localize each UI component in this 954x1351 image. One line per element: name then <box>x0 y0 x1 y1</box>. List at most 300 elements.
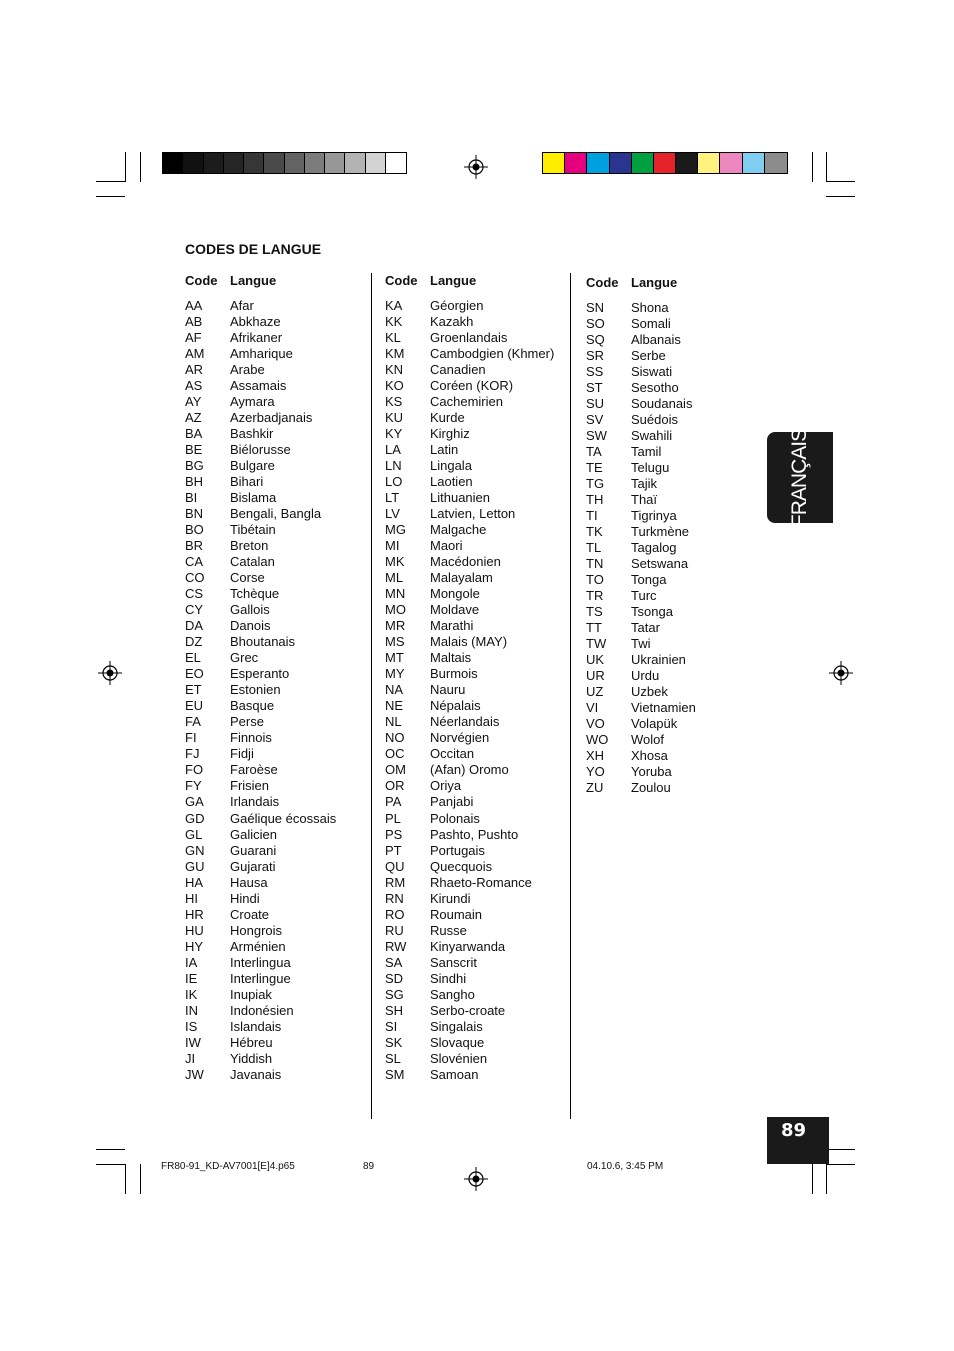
language-code: SV <box>586 412 604 428</box>
language-name: Frisien <box>230 778 270 794</box>
language-code: VI <box>586 700 599 716</box>
language-name: Interlingua <box>230 954 291 970</box>
list-item <box>385 875 565 891</box>
list-item <box>185 586 365 602</box>
list-item <box>385 746 565 762</box>
column-divider <box>371 273 372 1119</box>
language-name: Slovaque <box>430 1034 485 1050</box>
language-code: PA <box>385 794 402 810</box>
list-item <box>185 442 365 458</box>
list-item <box>586 716 756 732</box>
list-item <box>185 714 365 730</box>
language-name: Thaï <box>631 492 658 508</box>
list-item <box>185 875 365 891</box>
language-name: Hébreu <box>230 1034 273 1050</box>
language-name: Kirundi <box>430 890 471 906</box>
language-name: Javanais <box>230 1066 282 1082</box>
list-item <box>586 588 756 604</box>
language-code-list <box>185 298 365 1083</box>
crop-mark <box>826 1164 827 1194</box>
language-name: Coréen (KOR) <box>430 378 514 394</box>
list-item <box>586 316 756 332</box>
language-name: Hindi <box>230 890 260 906</box>
language-name: Rhaeto-Romance <box>430 874 532 890</box>
color-swatch <box>765 153 787 173</box>
language-code-list <box>586 300 756 796</box>
language-name: Cambodgien (Khmer) <box>430 346 555 362</box>
language-code: LN <box>385 458 402 474</box>
language-code: RO <box>385 906 405 922</box>
language-name: Interlingue <box>230 970 291 986</box>
language-code: IN <box>185 1002 198 1018</box>
language-name: Lithuanien <box>430 490 490 506</box>
language-code: EU <box>185 698 204 714</box>
list-item <box>185 410 365 426</box>
language-name: Serbe <box>631 348 666 364</box>
list-item <box>586 700 756 716</box>
language-name: Setswana <box>631 556 689 572</box>
language-name: Turc <box>631 588 657 604</box>
language-name: Ukrainien <box>631 652 686 668</box>
language-code: RM <box>385 874 406 890</box>
language-code: TW <box>586 636 607 652</box>
list-item <box>185 955 365 971</box>
language-name: Latvien, Letton <box>430 506 516 522</box>
language-name: Roumain <box>430 906 483 922</box>
language-code: SQ <box>586 332 605 348</box>
list-item <box>385 522 565 538</box>
language-name: Maori <box>430 538 463 554</box>
list-item <box>385 474 565 490</box>
language-code: OC <box>385 746 405 762</box>
crop-mark <box>812 1164 813 1194</box>
color-swatch <box>224 153 244 173</box>
list-item <box>385 762 565 778</box>
language-name: Oriya <box>430 778 462 794</box>
language-name: Abkhaze <box>230 314 281 330</box>
language-code: RW <box>385 938 407 954</box>
language-name: Gaélique écossais <box>230 810 337 826</box>
language-code: UK <box>586 652 605 668</box>
registration-mark-icon <box>829 661 853 685</box>
color-swatch <box>698 153 720 173</box>
list-item <box>385 346 565 362</box>
list-item <box>586 652 756 668</box>
list-item <box>586 668 756 684</box>
list-item <box>385 859 565 875</box>
language-name: Yiddish <box>230 1050 273 1066</box>
language-code: HY <box>185 938 204 954</box>
language-name: Basque <box>230 698 275 714</box>
list-item <box>385 458 565 474</box>
list-item <box>586 748 756 764</box>
language-name: Bulgare <box>230 458 275 474</box>
list-item <box>385 907 565 923</box>
language-name: Arménien <box>230 938 286 954</box>
language-code: ZU <box>586 780 604 796</box>
grayscale-calibration-bar <box>162 152 407 174</box>
language-name: Singalais <box>430 1018 483 1034</box>
list-item <box>385 827 565 843</box>
language-name: Bihari <box>230 474 264 490</box>
language-code: TT <box>586 620 602 636</box>
registration-mark-icon <box>464 155 488 179</box>
language-name: Mongole <box>430 586 480 602</box>
list-item <box>586 556 756 572</box>
language-name: Norvégien <box>430 730 490 746</box>
language-code: OM <box>385 762 406 778</box>
language-name: Nauru <box>430 682 466 698</box>
language-code: RN <box>385 890 404 906</box>
list-item <box>185 362 365 378</box>
language-code: FJ <box>185 746 200 762</box>
language-code: SK <box>385 1034 403 1050</box>
crop-mark <box>96 196 125 197</box>
language-name: Danois <box>230 618 271 634</box>
language-code: SG <box>385 986 404 1002</box>
registration-mark-icon <box>464 1167 488 1191</box>
language-name: Inupiak <box>230 986 272 1002</box>
list-item <box>185 618 365 634</box>
list-item <box>185 794 365 810</box>
list-item <box>185 506 365 522</box>
language-name: Quecquois <box>430 858 493 874</box>
language-code: UR <box>586 668 605 684</box>
crop-mark <box>96 1164 125 1165</box>
footer-datetime: 04.10.6, 3:45 PM <box>587 1161 664 1172</box>
list-item <box>385 682 565 698</box>
list-item <box>185 827 365 843</box>
list-item <box>385 939 565 955</box>
language-name: Kinyarwanda <box>430 938 506 954</box>
language-code: AM <box>185 346 205 362</box>
language-name: Pashto, Pushto <box>430 826 519 842</box>
list-item <box>586 396 756 412</box>
color-swatch <box>610 153 632 173</box>
list-item <box>185 1067 365 1083</box>
color-swatch <box>654 153 676 173</box>
list-item <box>185 570 365 586</box>
language-code: TR <box>586 588 604 604</box>
list-item <box>385 666 565 682</box>
list-item <box>385 730 565 746</box>
language-code: AZ <box>185 410 202 426</box>
list-item <box>385 971 565 987</box>
list-item <box>385 442 565 458</box>
footer-filename: FR80-91_KD-AV7001[E]4.p65 <box>161 1161 295 1172</box>
page-title: CODES DE LANGUE <box>185 241 322 257</box>
language-name: Burmois <box>430 666 478 682</box>
language-name: Zoulou <box>631 780 671 796</box>
language-name: Néerlandais <box>430 714 500 730</box>
language-name: Kazakh <box>430 314 474 330</box>
language-name: Lingala <box>430 458 472 474</box>
page-number: 89 <box>781 1120 807 1141</box>
list-item <box>185 682 365 698</box>
language-code: KM <box>385 346 405 362</box>
crop-mark <box>826 152 827 182</box>
language-name: Afrikaner <box>230 330 283 346</box>
language-section-tab <box>767 428 833 527</box>
language-code: FO <box>185 762 204 778</box>
language-name: Sanscrit <box>430 954 477 970</box>
language-code: EO <box>185 666 204 682</box>
language-name: Breton <box>230 538 269 554</box>
language-name: Malgache <box>430 522 487 538</box>
crop-mark <box>125 152 126 182</box>
list-item <box>185 650 365 666</box>
list-item <box>385 1019 565 1035</box>
column-header-language: Langue <box>430 273 477 288</box>
column-header-language: Langue <box>230 273 277 288</box>
language-code: TL <box>586 540 602 556</box>
language-code: PT <box>385 842 402 858</box>
language-code: NL <box>385 714 402 730</box>
color-swatch <box>543 153 565 173</box>
language-name: Laotien <box>430 474 473 490</box>
language-code: RU <box>385 922 404 938</box>
language-code-list <box>385 298 565 1083</box>
list-item <box>185 458 365 474</box>
list-item <box>185 330 365 346</box>
list-item <box>385 586 565 602</box>
language-name: Fidji <box>230 746 254 762</box>
list-item <box>586 620 756 636</box>
list-item <box>586 380 756 396</box>
language-code: MY <box>385 666 405 682</box>
language-name: Tajik <box>631 476 658 492</box>
list-item <box>586 732 756 748</box>
language-name: Népalais <box>430 698 481 714</box>
language-code: AA <box>185 298 203 313</box>
language-name: Assamais <box>230 378 287 394</box>
language-code: SI <box>385 1018 398 1034</box>
language-name: Gujarati <box>230 858 276 874</box>
language-name: Albanais <box>631 332 681 348</box>
language-code: SM <box>385 1066 405 1082</box>
language-name: Sesotho <box>631 380 679 396</box>
language-code: FI <box>185 730 197 746</box>
language-name: Tagalog <box>631 540 677 556</box>
language-name: Kurde <box>430 410 465 426</box>
language-name: Hausa <box>230 874 268 890</box>
column-divider <box>570 273 571 1119</box>
list-item <box>185 746 365 762</box>
language-code: PS <box>385 826 403 842</box>
language-name: Finnois <box>230 730 272 746</box>
language-code: MG <box>385 522 406 538</box>
color-swatch <box>632 153 654 173</box>
language-name: Maltais <box>430 650 472 666</box>
language-name: Amharique <box>230 346 293 362</box>
list-item <box>586 524 756 540</box>
language-code: WO <box>586 732 609 748</box>
language-name: Uzbek <box>631 684 668 700</box>
language-name: (Afan) Oromo <box>430 762 509 778</box>
language-name: Bhoutanais <box>230 634 296 650</box>
language-name: Canadien <box>430 362 486 378</box>
list-item <box>586 572 756 588</box>
language-code: LV <box>385 506 400 522</box>
language-name: Guarani <box>230 842 277 858</box>
list-item <box>586 492 756 508</box>
language-code: OR <box>385 778 405 794</box>
language-name: Arabe <box>230 362 265 378</box>
language-code: HR <box>185 906 204 922</box>
language-code: LO <box>385 474 403 490</box>
language-code: XH <box>586 748 605 764</box>
language-code: SW <box>586 428 607 444</box>
language-code: CA <box>185 554 204 570</box>
language-section-label: FRANÇAIS <box>788 428 811 527</box>
language-code: BR <box>185 538 204 554</box>
list-item <box>185 474 365 490</box>
crop-mark <box>96 181 125 182</box>
list-item <box>385 426 565 442</box>
list-item <box>185 859 365 875</box>
list-item <box>586 508 756 524</box>
list-item <box>586 604 756 620</box>
language-name: Corse <box>230 570 265 586</box>
list-item <box>185 426 365 442</box>
color-swatch <box>244 153 264 173</box>
language-name: Géorgien <box>430 298 484 313</box>
list-item <box>185 666 365 682</box>
list-item <box>385 794 565 810</box>
language-name: Telugu <box>631 460 670 476</box>
list-item <box>586 684 756 700</box>
list-item <box>385 987 565 1003</box>
language-code: TN <box>586 556 604 572</box>
language-name: Slovénien <box>430 1050 488 1066</box>
language-code: AY <box>185 394 202 410</box>
column-header-code: Code <box>185 273 218 288</box>
list-item <box>185 762 365 778</box>
language-code: TS <box>586 604 603 620</box>
language-code: KS <box>385 394 403 410</box>
list-item <box>586 412 756 428</box>
list-item <box>385 298 565 314</box>
language-name: Esperanto <box>230 666 290 682</box>
language-name: Aymara <box>230 394 275 410</box>
language-code: BN <box>185 506 204 522</box>
language-name: Serbo-croate <box>430 1002 506 1018</box>
list-item <box>385 378 565 394</box>
language-code: IE <box>185 970 198 986</box>
color-swatch <box>345 153 365 173</box>
language-code: TA <box>586 444 602 460</box>
list-item <box>586 348 756 364</box>
list-item <box>185 923 365 939</box>
language-name: Swahili <box>631 428 673 444</box>
list-item <box>185 314 365 330</box>
language-code: SS <box>586 364 604 380</box>
language-code: IK <box>185 986 198 1002</box>
language-code: IS <box>185 1018 198 1034</box>
list-item <box>586 476 756 492</box>
column-header-code: Code <box>586 275 619 290</box>
list-item <box>586 764 756 780</box>
language-code: SA <box>385 954 403 970</box>
language-code: KA <box>385 298 403 313</box>
language-name: Bislama <box>230 490 277 506</box>
list-item <box>185 971 365 987</box>
list-item <box>185 1019 365 1035</box>
list-item <box>185 554 365 570</box>
language-code: TH <box>586 492 604 508</box>
list-item <box>385 362 565 378</box>
list-item <box>185 778 365 794</box>
list-item <box>185 298 365 314</box>
list-item <box>185 346 365 362</box>
list-item <box>385 778 565 794</box>
list-item <box>385 602 565 618</box>
language-code: GU <box>185 858 205 874</box>
page-number-box <box>767 1117 829 1164</box>
list-item <box>385 1067 565 1083</box>
list-item <box>185 394 365 410</box>
language-name: Bengali, Bangla <box>230 506 322 522</box>
language-code: EL <box>185 650 201 666</box>
list-item <box>385 955 565 971</box>
column-header-language: Langue <box>631 275 678 290</box>
color-swatch <box>565 153 587 173</box>
list-item <box>586 332 756 348</box>
language-code: GN <box>185 842 205 858</box>
language-code: SR <box>586 348 605 364</box>
list-item <box>185 634 365 650</box>
language-code: GD <box>185 810 205 826</box>
language-name: Cachemirien <box>430 394 503 410</box>
language-code: AS <box>185 378 203 394</box>
language-code: TG <box>586 476 605 492</box>
language-name: Somali <box>631 316 671 332</box>
list-item <box>586 460 756 476</box>
list-item <box>185 1035 365 1051</box>
language-code: JI <box>185 1050 196 1066</box>
language-code: SD <box>385 970 404 986</box>
list-item <box>185 602 365 618</box>
language-name: Malayalam <box>430 570 493 586</box>
language-code: HA <box>185 874 204 890</box>
language-code: BA <box>185 426 203 442</box>
language-code: CO <box>185 570 205 586</box>
language-name: Twi <box>631 636 651 652</box>
list-item <box>185 538 365 554</box>
language-name: Grec <box>230 650 259 666</box>
crop-mark <box>826 1164 855 1165</box>
language-name: Siswati <box>631 364 673 380</box>
list-item <box>385 1051 565 1067</box>
language-name: Volapük <box>631 716 678 732</box>
language-name: Tchèque <box>230 586 280 602</box>
language-name: Tamil <box>631 444 662 460</box>
list-item <box>586 780 756 796</box>
language-code: MT <box>385 650 404 666</box>
language-name: Macédonien <box>430 554 501 570</box>
language-code: HI <box>185 890 198 906</box>
language-name: Polonais <box>430 810 480 826</box>
crop-mark <box>125 1164 126 1194</box>
list-item <box>385 923 565 939</box>
language-name: Turkmène <box>631 524 690 540</box>
language-code: LT <box>385 490 400 506</box>
language-code: KL <box>385 330 401 346</box>
language-name: Yoruba <box>631 764 672 780</box>
list-item <box>385 410 565 426</box>
list-item <box>586 636 756 652</box>
crop-mark <box>826 196 855 197</box>
